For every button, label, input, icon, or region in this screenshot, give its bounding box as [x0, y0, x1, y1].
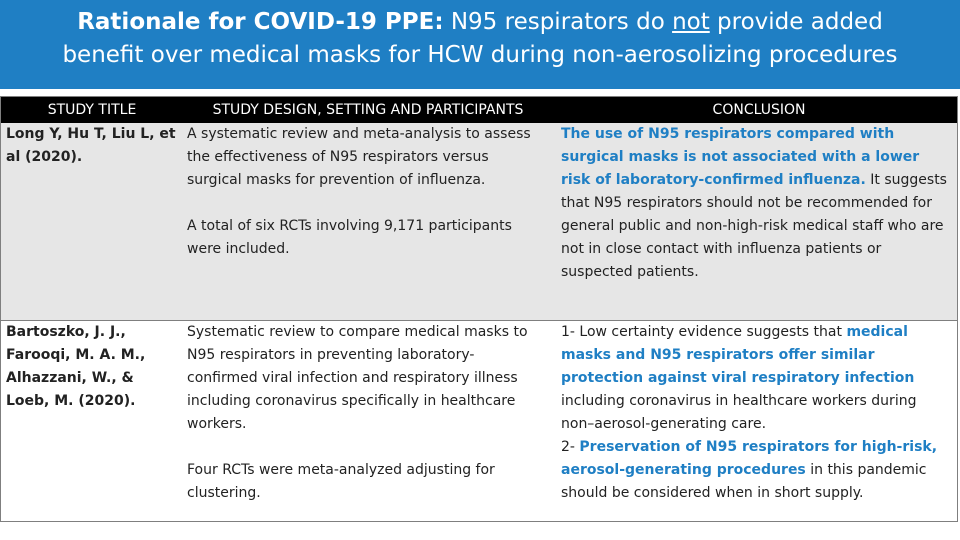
study-title-cell: Bartoszko, J. J., Farooqi, M. A. M., Alhazzani, W., & Loeb, M. (2020). — [6, 324, 146, 409]
table-row — [1, 321, 957, 521]
conclusion-cell — [561, 123, 953, 284]
title-part-2: provide added — [709, 9, 883, 35]
conclusion-text: in this pandemic should be considered when in short supply. — [561, 462, 927, 501]
conclusion-highlight: medical masks and N95 respirators offer similar protection against viral respiratory infection — [561, 324, 915, 386]
studies-table — [0, 96, 958, 522]
conclusion-highlight: The use of N95 respirators compared with surgical masks is not associated with a lower risk of laboratory-confirmed influenza. — [561, 126, 920, 188]
conclusion-point-1 — [561, 321, 953, 436]
study-design-cell — [187, 321, 545, 505]
conclusion-cell — [561, 321, 953, 505]
title-line-2: benefit over medical masks for HCW during non-aerosolizing procedures — [62, 42, 898, 68]
design-participants: Four RCTs were meta-analyzed adjusting for clustering. — [187, 462, 495, 501]
conclusion-point-2 — [561, 436, 953, 505]
title-line-1 — [0, 6, 960, 39]
header-study-title: STUDY TITLE — [47, 102, 137, 118]
table-header-row — [1, 97, 957, 123]
header-conclusion: CONCLUSION — [712, 102, 806, 118]
slide-title — [0, 0, 960, 89]
table-row — [1, 123, 957, 321]
design-paragraph: Systematic review to compare medical masks to N95 respirators in preventing laboratory-confirmed viral infection and respiratory illness including coronavirus specifically in healthcare workers. — [187, 324, 528, 432]
design-participants: A total of six RCTs involving 9,171 participants were included. — [187, 218, 512, 257]
design-paragraph: A systematic review and meta-analysis to assess the effectiveness of N95 respirators versus surgical masks for prevention of influenza. — [187, 126, 531, 188]
header-study-design: STUDY DESIGN, SETTING AND PARTICIPANTS — [212, 102, 524, 118]
title-bold: Rationale for COVID-19 PPE: — [77, 9, 444, 35]
conclusion-text: including coronavirus in healthcare workers during non–aerosol-generating care. — [561, 393, 917, 432]
title-underlined: not — [672, 9, 710, 35]
study-title-cell: Long Y, Hu T, Liu L, et al (2020). — [6, 126, 176, 165]
conclusion-highlight: Preservation of N95 respirators for high-risk, aerosol-generating procedures — [561, 439, 938, 478]
conclusion-text: It suggests that N95 respirators should not be recommended for general public and non-high-risk medical staff who are not in close contact with influenza patients or suspected patients. — [561, 172, 947, 280]
conclusion-text: 2- — [561, 439, 580, 455]
title-part-1: N95 respirators do — [443, 9, 673, 35]
conclusion-text: 1- Low certainty evidence suggests that — [561, 324, 847, 340]
study-design-cell — [187, 123, 545, 261]
